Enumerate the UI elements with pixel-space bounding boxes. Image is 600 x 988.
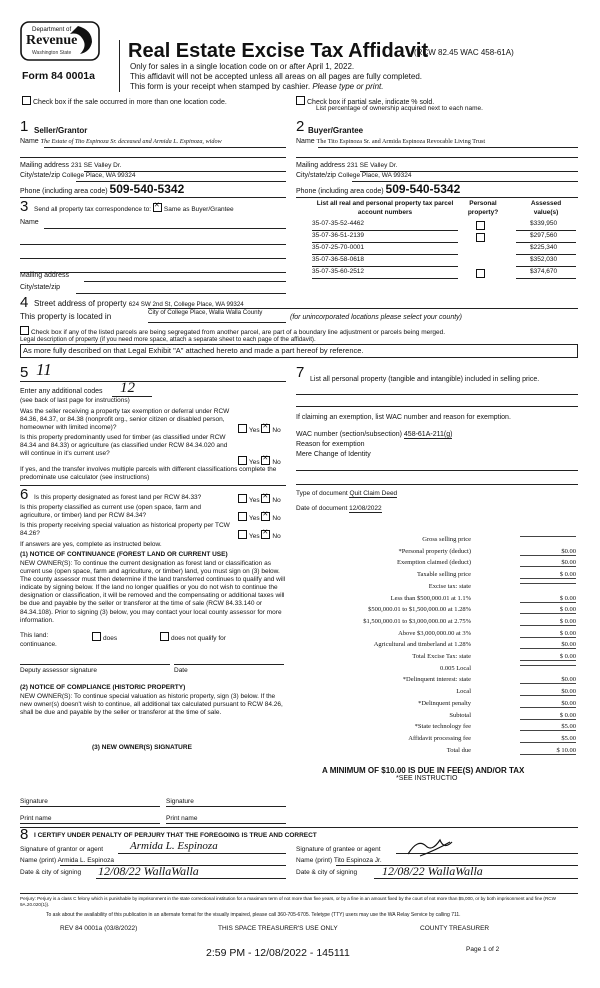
perjury-notice: Perjury: Perjury is a class C felony which is punishable by imprisonment in the state correctional institution for a maximum term of not more than five years, or by a fine in an amount fixed by the court of not more than $5,000, or by both imprisonment and fine (RCW 9A.20.020(1)). — [20, 896, 556, 907]
calc-label: Total due — [446, 746, 471, 754]
section-2-number: 2 — [296, 118, 305, 135]
certify-text: I CERTIFY UNDER PENALTY OF PERJURY THAT THE FOREGOING IS TRUE AND CORRECT — [34, 832, 317, 839]
wac-number: 458-61A-211(g) — [403, 431, 453, 438]
parcel-row: 35-07-35-52-4462 $339,950 — [312, 220, 578, 230]
list-percentage: List percentage of ownership acquired next to each name. — [316, 105, 483, 112]
section-7-text: List all personal property (tangible and intangible) included in selling price. — [310, 376, 540, 383]
calc-value[interactable]: $5.00 — [520, 723, 576, 731]
buyer-name: The Tito Espinoza Sr. and Armida Espinoza Revocable Living Trust — [316, 138, 486, 145]
calc-value[interactable] — [520, 583, 576, 584]
section-5-number: 5 — [20, 364, 29, 381]
grantee-sig-label: Signature of grantee or agent — [296, 846, 381, 853]
segregation-check[interactable]: Check box if any of the listed parcels are being segregated from another parcel, are part of a boundary line adjustment or parcels being merged. — [20, 326, 445, 336]
grantor-name-row: Name (print) Armida L. Espinoza — [20, 857, 114, 864]
deputy-signature-label: Deputy assessor signature — [20, 667, 97, 674]
calc-label: Exemption claimed (deduct) — [396, 559, 471, 567]
section-7-number: 7 — [296, 364, 305, 381]
continuance-label: continuance. — [20, 641, 57, 648]
owner-signature-title: (3) NEW OWNER(S) SIGNATURE — [92, 744, 192, 751]
calc-label: *Personal property (deduct) — [398, 547, 471, 555]
footer-treasurer-use: THIS SPACE TREASURER'S USE ONLY — [218, 925, 338, 932]
instruction-3: This form is your receipt when stamped by cashier. Please type or print. — [130, 82, 384, 91]
calc-label: Excise tax: state — [428, 582, 471, 590]
calc-label: Local — [456, 688, 471, 696]
calc-value[interactable]: $ 0.00 — [520, 618, 576, 626]
revenue-logo — [20, 18, 100, 68]
calc-row — [318, 712, 576, 723]
buyer-mailing-row: Mailing address 231 SE Valley Dr. — [296, 162, 398, 169]
seller-name: The Estate of Tito Espinoza Sr. deceased and Armida L. Espinoza, widow — [40, 138, 222, 145]
section-5-code: 11 — [36, 360, 52, 379]
header-divider — [119, 40, 120, 92]
calc-value[interactable]: $ 0.00 — [520, 606, 576, 614]
logo-name: Revenue — [26, 33, 78, 48]
owner-print-label-1: Print name — [20, 815, 52, 822]
section-1-number: 1 — [20, 118, 29, 135]
calc-label: *Delinquent interest: state — [402, 676, 471, 684]
wac-row: WAC number (section/subsection) 458-61A-211(g) — [296, 431, 453, 438]
calc-label: 0.005 Local — [439, 664, 471, 672]
logo-state: Washington State — [32, 50, 72, 56]
grantor-date-label: Date & city of signing — [20, 869, 82, 876]
calc-row — [318, 571, 576, 582]
does-not-option[interactable]: does not qualify for — [160, 632, 226, 642]
calc-label: Above $3,000,000.00 at 3% — [398, 629, 471, 637]
section-4-number: 4 — [20, 294, 29, 311]
calc-label: $1,500,000.01 to $3,000,000.00 at 2.75% — [363, 617, 471, 625]
calc-row — [318, 606, 576, 617]
grantor-date: 12/08/22 WallaWalla — [98, 864, 199, 878]
notice-2-title: (2) NOTICE OF COMPLIANCE (HISTORIC PROPERTY) — [20, 684, 186, 691]
seller-phone-row: Phone (including area code) 509-540-5342 — [20, 182, 185, 196]
form-title: Real Estate Excise Tax Affidavit — [128, 40, 429, 62]
seller-heading: Seller/Grantor — [34, 126, 88, 135]
calc-row — [318, 641, 576, 652]
form-number: Form 84 0001a — [22, 70, 95, 82]
calc-row — [318, 723, 576, 734]
calc-label: Taxable selling price — [416, 571, 471, 579]
calc-row — [318, 653, 576, 664]
this-land-row: This land: — [20, 632, 49, 639]
grantee-name-row: Name (print) Tito Espinoza Jr. — [296, 857, 382, 864]
calc-label: Less than $500,000.01 at 1.1% — [390, 594, 471, 602]
grantor-sig-label: Signature of grantor or agent — [20, 846, 104, 853]
calc-row — [318, 583, 576, 594]
calc-row — [318, 548, 576, 559]
calc-row — [318, 630, 576, 641]
section-6-q1-answer[interactable]: Yes ✕ No — [238, 494, 281, 504]
additional-codes-label: Enter any additional codes — [20, 388, 103, 395]
footer-rev: REV 84 0001a (03/8/2022) — [60, 925, 138, 932]
owner-signature-label-1: Signature — [20, 798, 48, 805]
seller-name-row: Name The Estate of Tito Espinoza Sr. deceased and Armida L. Espinoza, widow — [20, 138, 222, 145]
personal-property-checkbox[interactable] — [476, 269, 485, 278]
section-6-q1: Is this property designated as forest land per RCW 84.33? — [34, 494, 202, 501]
multi-location-checkbox[interactable] — [22, 96, 31, 105]
calc-row — [318, 688, 576, 699]
footer-county-treasurer: COUNTY TREASURER — [420, 925, 490, 932]
segregation-checkbox[interactable] — [20, 326, 29, 335]
notice-2-text: NEW OWNER(S): To continue special valuation as historic property, sign (3) below. If the new owner(s) doesn't wish to continue, all additional tax calculated pursuant to RCW 84.26, shall be due and payable by the seller or transferor at the time of sale. — [20, 693, 283, 717]
buyer-name-row: Name The Tito Espinoza Sr. and Armida Espinoza Revocable Living Trust — [296, 138, 486, 145]
section-3-city-label: City/state/zip — [20, 284, 61, 291]
check-multi-location[interactable]: Check box if the sale occurred in more than one location code. — [22, 96, 227, 106]
calc-value[interactable]: $0.00 — [520, 688, 576, 696]
section-6-q3-answer[interactable]: Yes ✕ No — [238, 530, 281, 540]
calc-row — [318, 700, 576, 711]
notice-1-text: NEW OWNER(S): To continue the current designation as forest land or classification as current use (open space, farm and agriculture, or timber) land, you must sign on (3) below. The county assessor must then determine if the land transferred continues to qualify and will indicate by signing below. If the land no longer qualifies or you do not wish to continue the designation or classification, it will be removed and the compensating or additional taxes will be due and payable by the seller or transferor at the time of sale (RCW 84.33.140 or 84.34.108). Prior to signing (3) below, you may contact your local county assessor for more information. — [20, 560, 286, 624]
calc-label: *State technology fee — [414, 723, 471, 731]
section-6-number: 6 — [20, 486, 29, 503]
section-5-q2-answer[interactable]: Yes ✕ No — [238, 456, 281, 466]
calc-row — [318, 676, 576, 687]
if-yes-note: If answers are yes, complete as instructed below. — [20, 541, 162, 548]
calc-label: Affidavit processing fee — [408, 734, 471, 742]
calc-value[interactable]: $ 0.00 — [520, 653, 576, 661]
doc-date-row: Date of document 12/08/2022 — [296, 505, 382, 512]
additional-codes-value: 12 — [120, 380, 135, 396]
parcel-header-personal: Personal property? — [467, 200, 499, 216]
owner-print-label-2: Print name — [166, 815, 198, 822]
calc-row — [318, 747, 576, 758]
calc-row — [318, 735, 576, 746]
section-5-q1: Was the seller receiving a property tax exemption or deferral under RCW 84.36, 84.37, or 84.38 (nonprofit org., senior citizen or disabled person, homeowner with limited income)? — [20, 408, 230, 431]
calc-value[interactable]: $5.00 — [520, 735, 576, 743]
parcel-row: 35-07-36-51-2139 $297,560 — [312, 232, 578, 242]
section-4-address-row: Street address of property 624 SW 2nd St, College Place, WA 99324 — [34, 299, 244, 308]
calc-value[interactable]: $ 0.00 — [520, 712, 576, 720]
located-in-label: This property is located in — [20, 312, 112, 321]
doc-date: 12/08/2022 — [349, 505, 382, 512]
calc-value[interactable]: $0.00 — [520, 559, 576, 567]
calc-label: Gross selling price — [422, 536, 471, 543]
deputy-date-label: Date — [174, 667, 188, 674]
minimum-due: A MINIMUM OF $10.00 IS DUE IN FEE(S) AND/OR TAX — [322, 766, 525, 775]
grantee-date-label: Date & city of signing — [296, 869, 358, 876]
buyer-city: College Place, WA 99324 — [338, 172, 412, 179]
calc-label: Total Excise Tax: state — [412, 653, 471, 660]
instruction-1: Only for sales in a single location code on or after April 1, 2022. — [130, 62, 355, 71]
legal-description-box[interactable]: As more fully described on that Legal Exhibit "A" attached hereto and made a part hereof by reference. — [20, 344, 578, 358]
parcel-row: 35-07-35-60-2512 $374,670 — [312, 268, 578, 278]
reason-label: Reason for exemption — [296, 441, 365, 448]
section-3-name-label: Name — [20, 219, 39, 226]
calc-value[interactable]: $ 0.00 — [520, 571, 576, 579]
calc-value[interactable]: $0.00 — [520, 641, 576, 649]
calc-value[interactable] — [520, 665, 576, 666]
section-6-q2-answer[interactable]: Yes ✕ No — [238, 512, 281, 522]
instruction-2: This affidavit will not be accepted unless all areas on all pages are fully completed. — [130, 72, 423, 81]
property-address: 624 SW 2nd St, College Place, WA 99324 — [128, 301, 244, 308]
parcel-header-numbers: List all real and personal property tax parcel account numbers — [316, 200, 454, 216]
section-6-q3: Is this property receiving special valuation as historical property per TCW 84.26? — [20, 522, 230, 537]
footer-stamp: 2:59 PM - 12/08/2022 - 145111 — [206, 947, 350, 959]
grantee-name: Tito Espinoza Jr. — [333, 857, 382, 864]
parcel-row: 35-07-25-70-0001 $225,340 — [312, 244, 558, 251]
does-option[interactable]: does — [92, 632, 117, 642]
seller-mailing: 231 SE Valley Dr. — [70, 162, 122, 169]
same-as-buyer-checkbox[interactable] — [153, 203, 162, 212]
grantee-signature-mark — [404, 836, 464, 860]
grantor-signature: Armida L. Espinoza — [130, 840, 218, 852]
section-8-number: 8 — [20, 826, 29, 843]
calc-label: $500,000.01 to $1,500,000.00 at 1.28% — [368, 606, 471, 614]
see-instructions: *SEE INSTRUCTIO — [396, 775, 458, 782]
buyer-phone-row: Phone (including area code) 509-540-5342 — [296, 182, 461, 196]
buyer-phone: 509-540-5342 — [385, 182, 461, 196]
section-3-number: 3 — [20, 198, 29, 215]
calc-value[interactable]: $ 10.00 — [520, 747, 576, 755]
parcel-header-value: Assessed value(s) — [530, 200, 562, 216]
calc-row — [318, 665, 576, 676]
section-5-q3: If yes, and the transfer involves multiple parcels with different classifications complete the predominate use calculator (see instructions) — [20, 466, 277, 481]
calc-row — [318, 536, 576, 547]
calc-label: Agricultural and timberland at 1.28% — [373, 641, 471, 649]
personal-property-checkbox[interactable] — [476, 233, 485, 242]
calc-value[interactable]: $0.00 — [520, 548, 576, 556]
calc-row — [318, 559, 576, 570]
unincorporated-note: (for unincorporated locations please select your county) — [290, 314, 462, 321]
seller-phone: 509-540-5342 — [109, 182, 185, 196]
parcel-row: 35-07-36-58-0618 $352,030 — [312, 256, 558, 263]
form-rcw: (RCW 82.45 WAC 458-61A) — [414, 48, 514, 57]
calc-value[interactable]: $ 0.00 — [520, 595, 576, 603]
section-6-q2: Is this property classified as current use (open space, farm and agriculture, or timber) land per RCW 84.34? — [20, 504, 202, 519]
buyer-city-row: City/state/zip College Place, WA 99324 — [296, 172, 412, 179]
section-5-q2: Is this property predominantly used for timber (as classified under RCW 84.34 and 84.33) or agriculture (as classified under RCW 84.34.020 and will continue in it's current use? — [20, 434, 228, 457]
grantee-date: 12/08/22 WallaWalla — [382, 864, 483, 878]
calc-label: *Delinquent penalty — [418, 699, 471, 707]
calc-value[interactable]: $ 0.00 — [520, 630, 576, 638]
owner-signature-label-2: Signature — [166, 798, 194, 805]
exemption-label: If claiming an exemption, list WAC number and reason for exemption. — [296, 414, 511, 421]
notice-1-title: (1) NOTICE OF CONTINUANCE (FOREST LAND OR CURRENT USE) — [20, 551, 228, 558]
section-5-q1-answer[interactable]: Yes ✕ No — [238, 424, 281, 434]
see-back-note: (see back of last page for instructions) — [20, 397, 130, 404]
check-partial[interactable]: Check box if partial sale, indicate % sold. — [296, 96, 434, 106]
doc-type-row: Type of document Quit Claim Deed — [296, 490, 398, 497]
buyer-heading: Buyer/Grantee — [308, 126, 364, 135]
footer-page: Page 1 of 2 — [466, 946, 500, 953]
personal-property-checkbox[interactable] — [476, 221, 485, 230]
availability-notice: To ask about the availability of this publication in an alternate format for the visually impaired, please call 360-705-6705. Teletype (TTY) users may use the WA Relay Service by calling 711. — [46, 912, 461, 918]
buyer-mailing: 231 SE Valley Dr. — [346, 162, 398, 169]
reason-value: Mere Change of Identity — [296, 451, 371, 458]
calc-value[interactable]: $0.00 — [520, 676, 576, 684]
logo-dept: Department of — [32, 26, 72, 33]
calc-row — [318, 618, 576, 629]
calc-value[interactable] — [520, 536, 576, 537]
section-3-mailing-label: Mailing address — [20, 272, 70, 279]
grantor-name: Armida L. Espinoza — [57, 857, 114, 864]
calc-row — [318, 595, 576, 606]
calc-label: Subtotal — [449, 711, 471, 719]
located-in-value: City of College Place, Walla Walla County — [148, 309, 263, 316]
doc-type: Quit Claim Deed — [349, 490, 398, 497]
calc-value[interactable]: $0.00 — [520, 700, 576, 708]
section-3-text: Send all property tax correspondence to: ✕ Same as Buyer/Grantee — [34, 203, 234, 213]
partial-sale-checkbox[interactable] — [296, 96, 305, 105]
seller-city-row: City/state/zip College Place, WA 99324 — [20, 172, 136, 179]
legal-description-label: Legal description of property (if you need more space, attach a separate sheet to each page of the affidavit). — [20, 336, 316, 343]
seller-mailing-row: Mailing address 231 SE Valley Dr. — [20, 162, 122, 169]
seller-city: College Place, WA 99324 — [62, 172, 136, 179]
